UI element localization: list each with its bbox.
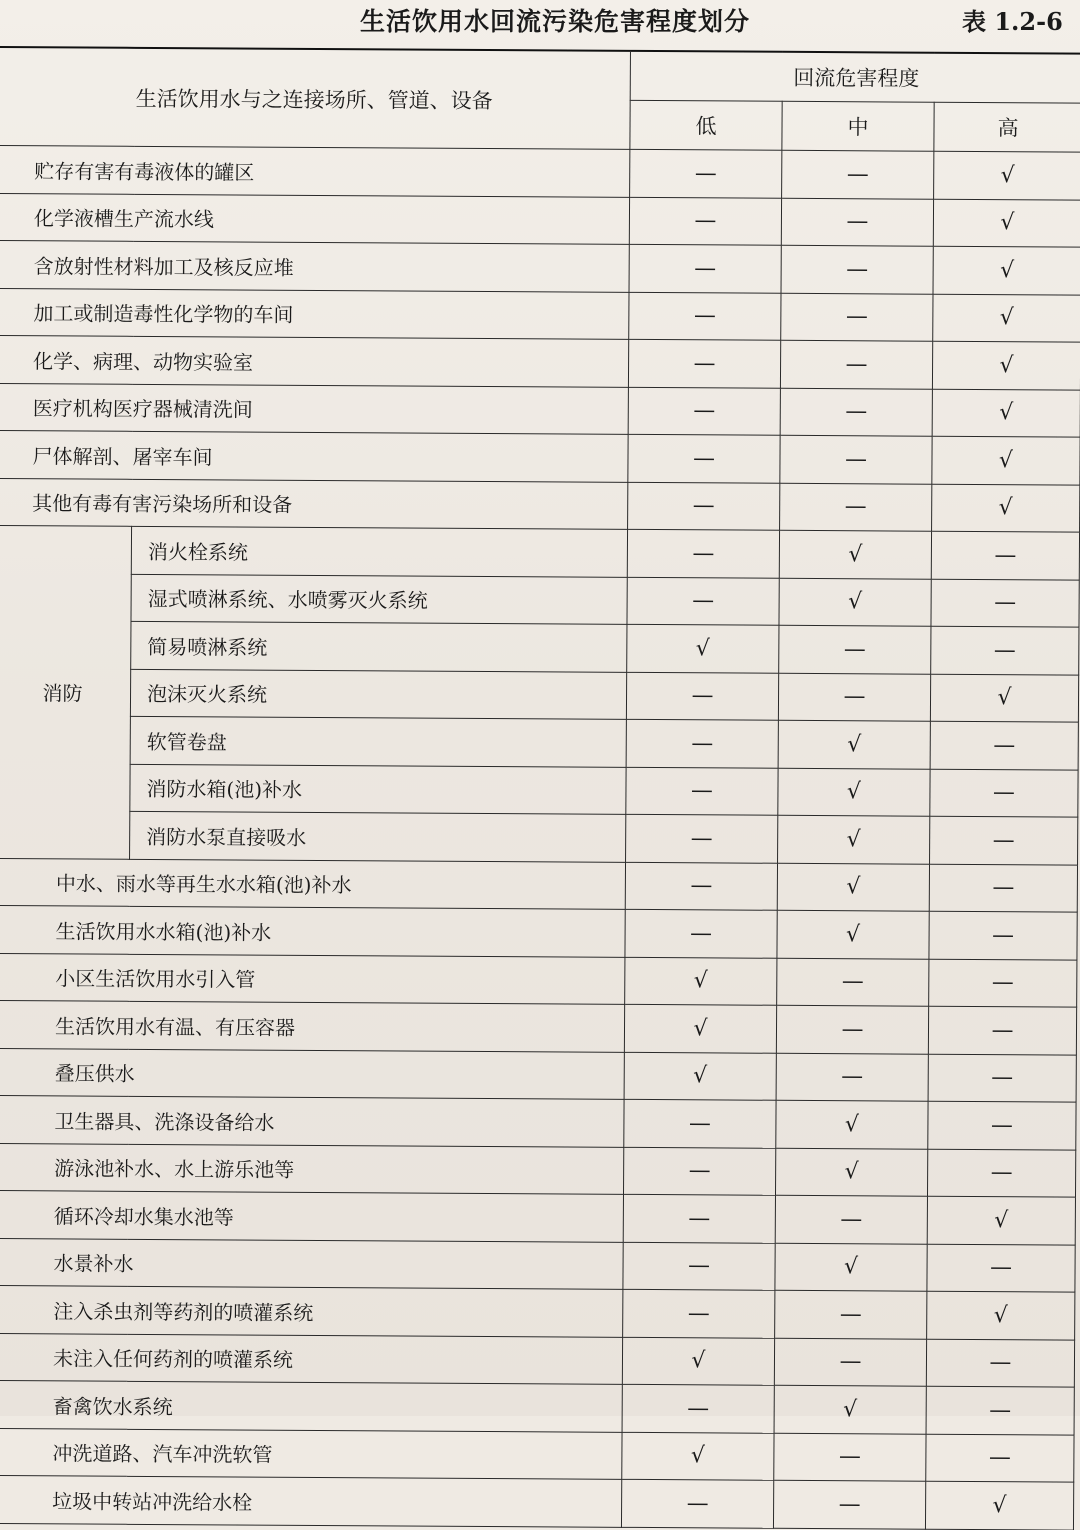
table-row xyxy=(0,620,1079,674)
place-name: 未注入任何药剂的喷灌系统 xyxy=(0,1333,623,1384)
hazard-mark-high: √ xyxy=(930,674,1078,722)
table-row xyxy=(0,383,1080,437)
hazard-mark-high: — xyxy=(926,1434,1074,1482)
place-name: 尸体解剖、屠宰车间 xyxy=(0,430,628,481)
hazard-mark-low: — xyxy=(627,577,779,625)
place-name: 水景补水 xyxy=(0,1238,623,1289)
hazard-mark-low: — xyxy=(628,434,780,482)
hazard-mark-mid: √ xyxy=(778,815,930,863)
hazard-mark-high: — xyxy=(931,579,1079,627)
hazard-mark-high: — xyxy=(926,1386,1074,1434)
hazard-mark-mid: — xyxy=(781,198,933,246)
place-name: 加工或制造毒性化学物的车间 xyxy=(0,288,629,339)
level-header-low: 低 xyxy=(630,100,782,150)
hazard-mark-high: √ xyxy=(932,484,1080,532)
place-name: 贮存有害有毒液体的罐区 xyxy=(0,146,630,197)
hazard-mark-mid: — xyxy=(782,150,934,198)
hazard-mark-high: √ xyxy=(927,1196,1075,1244)
table-row xyxy=(0,573,1079,627)
hazard-mark-high: — xyxy=(928,1101,1076,1149)
hazard-mark-low: — xyxy=(624,1099,776,1147)
hazard-mark-high: √ xyxy=(933,246,1080,294)
table-row xyxy=(0,1000,1077,1054)
hazard-mark-mid: √ xyxy=(777,910,929,958)
table-row xyxy=(0,1190,1076,1244)
hazard-mark-low: — xyxy=(629,292,781,340)
hazard-mark-mid: √ xyxy=(777,863,929,911)
place-name: 中水、雨水等再生水水箱(池)补水 xyxy=(0,858,626,909)
hazard-mark-mid: √ xyxy=(779,578,931,626)
table-row xyxy=(0,1285,1075,1339)
hazard-mark-high: √ xyxy=(933,199,1080,247)
table-row xyxy=(0,478,1080,532)
hazard-mark-high: — xyxy=(927,1244,1075,1292)
place-name: 消防水泵直接吸水 xyxy=(130,811,626,862)
hazard-mark-mid: — xyxy=(781,245,933,293)
hazard-mark-mid: — xyxy=(778,673,930,721)
place-name: 卫生器具、洗涤设备给水 xyxy=(0,1095,624,1146)
hazard-mark-high: √ xyxy=(925,1481,1073,1529)
table-row xyxy=(0,810,1078,864)
table-row xyxy=(0,858,1078,912)
table-row xyxy=(0,1428,1074,1482)
hazard-mark-mid: √ xyxy=(776,1100,928,1148)
hazard-mark-mid: — xyxy=(775,1290,927,1338)
hazard-mark-low: — xyxy=(626,719,778,767)
hazard-mark-mid: — xyxy=(780,340,932,388)
place-name: 冲洗道路、汽车冲洗软管 xyxy=(0,1428,622,1479)
place-name: 生活饮用水有温、有压容器 xyxy=(0,1000,625,1051)
hazard-mark-low: — xyxy=(622,1384,774,1432)
table-row xyxy=(0,1095,1076,1149)
hazard-mark-mid: √ xyxy=(779,530,931,578)
place-name: 游泳池补水、水上游乐池等 xyxy=(0,1143,624,1194)
level-header-high: 高 xyxy=(934,102,1080,152)
place-name: 循环冷却水集水池等 xyxy=(0,1190,623,1241)
hazard-mark-high: √ xyxy=(932,436,1080,484)
hazard-level-group-header: 回流危害程度 xyxy=(630,51,1080,103)
place-name: 叠压供水 xyxy=(0,1048,624,1099)
table-row xyxy=(0,335,1080,389)
hazard-mark-low: — xyxy=(630,149,782,197)
hazard-mark-high: — xyxy=(931,531,1079,579)
hazard-mark-low: — xyxy=(628,339,780,387)
table-row xyxy=(0,1475,1074,1529)
hazard-mark-mid: — xyxy=(776,1005,928,1053)
hazard-mark-low: √ xyxy=(624,1004,776,1052)
hazard-mark-mid: √ xyxy=(775,1243,927,1291)
hazard-mark-low: — xyxy=(623,1194,775,1242)
hazard-mark-high: — xyxy=(930,769,1078,817)
hazard-mark-low: — xyxy=(625,862,777,910)
table-row xyxy=(0,430,1080,484)
hazard-mark-high: — xyxy=(930,816,1078,864)
hazard-mark-high: — xyxy=(930,721,1078,769)
table-number: 表 1.2-6 xyxy=(962,7,1063,36)
hazard-mark-mid: — xyxy=(781,293,933,341)
hazard-mark-mid: — xyxy=(774,1338,926,1386)
place-name: 垃圾中转站冲洗给水栓 xyxy=(0,1475,622,1526)
table-row xyxy=(0,668,1079,722)
place-name: 生活饮用水水箱(池)补水 xyxy=(0,905,625,956)
hazard-mark-low: — xyxy=(623,1147,775,1195)
hazard-mark-mid: — xyxy=(773,1480,925,1528)
hazard-mark-mid: — xyxy=(780,483,932,531)
hazard-mark-low: — xyxy=(629,197,781,245)
place-name: 医疗机构医疗器械清洗间 xyxy=(0,383,628,434)
hazard-mark-low: — xyxy=(626,814,778,862)
hazard-mark-high: √ xyxy=(932,341,1080,389)
table-row xyxy=(0,193,1080,247)
level-header-mid: 中 xyxy=(782,101,934,151)
hazard-mark-high: — xyxy=(929,864,1077,912)
place-name: 简易喷淋系统 xyxy=(131,621,627,672)
hazard-mark-low: — xyxy=(629,244,781,292)
table-row xyxy=(0,953,1077,1007)
place-name: 消防水箱(池)补水 xyxy=(130,764,626,815)
hazard-mark-high: √ xyxy=(933,294,1080,342)
place-name: 湿式喷淋系统、水喷雾灭火系统 xyxy=(131,574,627,625)
hazard-mark-low: — xyxy=(621,1479,773,1527)
place-name: 含放射性材料加工及核反应堆 xyxy=(0,240,629,291)
hazard-mark-high: — xyxy=(931,626,1079,674)
hazard-mark-mid: — xyxy=(774,1433,926,1481)
table-row xyxy=(0,715,1078,769)
place-name: 小区生活饮用水引入管 xyxy=(0,953,625,1004)
hazard-mark-high: — xyxy=(929,959,1077,1007)
hazard-mark-low: — xyxy=(627,529,779,577)
hazard-mark-high: √ xyxy=(927,1291,1075,1339)
hazard-mark-low: — xyxy=(626,767,778,815)
hazard-mark-low: √ xyxy=(622,1337,774,1385)
table-row xyxy=(0,146,1080,200)
hazard-mark-low: — xyxy=(625,909,777,957)
place-name: 其他有毒有害污染场所和设备 xyxy=(0,478,628,529)
table-row xyxy=(0,288,1080,342)
hazard-mark-mid: — xyxy=(777,958,929,1006)
hazard-mark-low: — xyxy=(623,1289,775,1337)
table-row xyxy=(0,1333,1075,1387)
hazard-mark-mid: — xyxy=(775,1195,927,1243)
hazard-mark-low: — xyxy=(628,482,780,530)
place-name: 畜禽饮水系统 xyxy=(0,1380,622,1431)
table-row xyxy=(0,1143,1076,1197)
hazard-mark-mid: — xyxy=(776,1053,928,1101)
hazard-mark-high: — xyxy=(926,1339,1074,1387)
place-column-header: 生活饮用水与之连接场所、管道、设备 xyxy=(0,47,630,149)
hazard-mark-mid: √ xyxy=(775,1148,927,1196)
hazard-mark-low: √ xyxy=(627,624,779,672)
hazard-mark-mid: — xyxy=(780,435,932,483)
hazard-mark-high: — xyxy=(928,1006,1076,1054)
place-name: 泡沫灭火系统 xyxy=(130,669,626,720)
backflow-hazard-table xyxy=(0,46,1080,1530)
place-name: 消火栓系统 xyxy=(131,526,627,577)
hazard-mark-mid: — xyxy=(780,388,932,436)
table-row xyxy=(0,905,1077,959)
hazard-mark-high: √ xyxy=(932,389,1080,437)
hazard-mark-low: √ xyxy=(622,1432,774,1480)
hazard-mark-high: — xyxy=(927,1149,1075,1197)
hazard-mark-high: √ xyxy=(934,151,1080,199)
place-name: 化学液槽生产流水线 xyxy=(0,193,630,244)
hazard-mark-low: — xyxy=(628,387,780,435)
table-body xyxy=(0,146,1080,1530)
hazard-mark-mid: √ xyxy=(778,720,930,768)
hazard-mark-low: — xyxy=(623,1242,775,1290)
place-name: 注入杀虫剂等药剂的喷灌系统 xyxy=(0,1285,623,1336)
place-name: 化学、病理、动物实验室 xyxy=(0,335,629,386)
table-row xyxy=(0,763,1078,817)
table-row xyxy=(0,240,1080,294)
hazard-mark-low: — xyxy=(626,672,778,720)
place-name: 软管卷盘 xyxy=(130,716,626,767)
table-row xyxy=(0,1238,1075,1292)
hazard-mark-high: — xyxy=(929,911,1077,959)
hazard-mark-low: √ xyxy=(625,957,777,1005)
category-fire: 消防 xyxy=(0,525,132,858)
hazard-mark-high: — xyxy=(928,1054,1076,1102)
hazard-mark-mid: — xyxy=(779,625,931,673)
table-row xyxy=(0,1048,1076,1102)
hazard-mark-low: √ xyxy=(624,1052,776,1100)
table-title: 生活饮用水回流污染危害程度划分 xyxy=(360,7,751,36)
hazard-mark-mid: √ xyxy=(778,768,930,816)
hazard-mark-mid: √ xyxy=(774,1385,926,1433)
table-row xyxy=(0,1380,1074,1434)
table-row xyxy=(0,525,1080,579)
